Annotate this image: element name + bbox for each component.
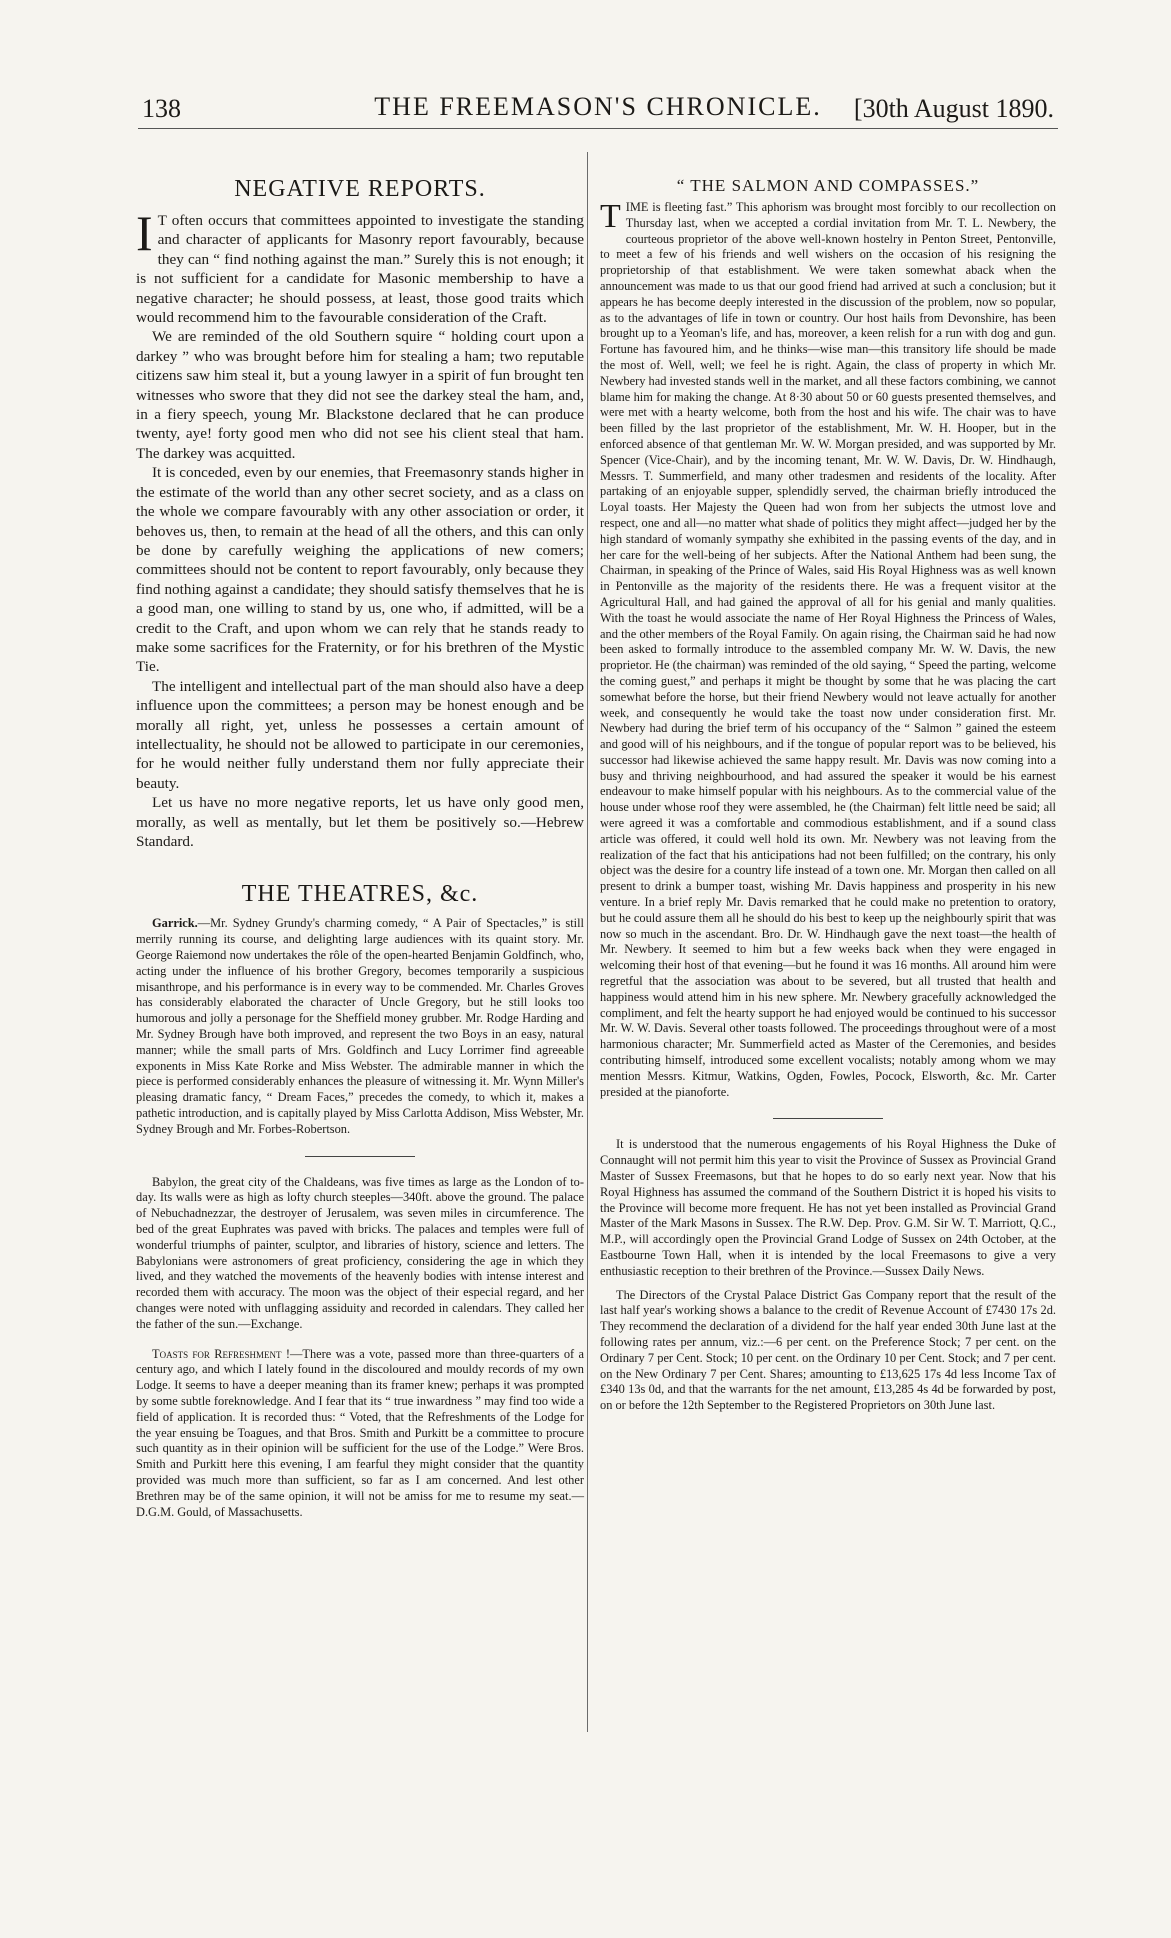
negative-reports-paragraph: The intelligent and intellectual part of the man should also have a deep influence upon the committees; a person may be honest enough and be morally all right, yet, unless he possesses a certain amount of intellectuality, he should not be allowed to participate in our ceremonies, for he would neither fully understand them nor fully appreciate their beauty. bbox=[136, 677, 584, 792]
toasts-lead: Toasts for Refreshment ! bbox=[152, 1346, 290, 1361]
babylon-paragraph: Babylon, the great city of the Chaldeans, was five times as large as the London of to-day. Its walls were as high as lofty church steeples—340ft. above the ground. The palace of Nebuchadnezzar, the destroyer of Jerusalem, was seven miles in circumference. The bed of the great Euphrates was paved with bricks. The palaces and temples were full of wonderful triumphs of painter, sculptor, and libraries of history, science and letters. The Babylonians were astronomers of great proficiency, considering the age in which they lived, and they watched the movements of the heavenly bodies with intense interest and recorded them with accuracy. The moon was the object of their especial regard, and her changes were noted with unflagging assiduity and recorded in calendars. They called her the father of the sun.—Exchange. bbox=[136, 1174, 584, 1331]
column-divider bbox=[587, 152, 588, 1732]
negative-reports-paragraph: It is conceded, even by our enemies, that Freemasonry stands higher in the estimate of the world than any other secret society, and as a class on the whole we compare favourably with any other association or order, it behoves us, then, to remain at the head of all the others, and this can only be done by carefully weighing the applications of new comers; committees should not be content to report favourably, only because they find nothing against a candidate; they should satisfy themselves that he is a good man, one willing to stand by us, one who, if admitted, will be a credit to the Craft, and upon whom we can rely that he stands ready to make some sacrifices for the Fraternity, or for his brethren of the Mystic Tie. bbox=[136, 464, 584, 676]
salmon-paragraph: TIME is fleeting fast.” This aphorism was brought most forcibly to our recollection on Thursday last, when we accepted a cordial invitation from Mr. T. L. Newbery, the courteous proprietor of the above well-known hostelry in Penton Street, Pentonville, to meet a few of his friends and well wishers on the occasion of his resigning the proprietorship of that establishment. We were taken somewhat aback when the announcement was made to us that our good friend had arrived at such a conclusion; but it appears he has become deeply interested in the discussion of the problem, now so popular, as to the advantages of life in town or country. Our host hails from Devonshire, has been brought up to a Yeoman's life, and has, moreover, a keen relish for a run with dog and gun. Fortune has favoured him, and he thinks—wise man—this transitory life should be made the most of. Well, well; we feel he is right. Again, the class of property in which Mr. Newbery had invested stands well in the market, and all these factors combining, we cannot blame him for making the change. At 8·30 about 50 or 60 guests presented themselves, and were met with a hearty welcome, both from the host and his wife. The chair was to have been filled by the last proprietor of the establishment, Mr. W. H. Hooper, but in the enforced absence of that gentleman Mr. W. W. Morgan presided, and was supported by Mr. Spencer (Vice-Chair), and by the incoming tenant, Mr. W. W. Davis, Dr. W. Hindhaugh, Messrs. T. Summerfield, and many other tradesmen and residents of the locality. After partaking of an enjoyable supper, splendidly served, the chairman briefly introduced the Loyal toasts. Her Majesty the Queen had won from her subjects the utmost love and respect, one and all—no matter what shade of politics they might affect—judged her by the high standard of womanly sympathy she exhibited in the passing events of the day, and in her care for the well-being of her subjects. After the National Anthem had been sung, the Chairman, in speaking of the Prince of Wales, said His Royal Highness was as well known in Pentonville as the majority of the residents there. He was a frequent visitor at the Agricultural Hall, and had gained the approval of all for his genial and manly qualities. With the toast he would associate the name of Her Royal Highness the Princess of Wales, and the other members of the Royal Family. On again rising, the Chairman said he had now been asked to formally introduce to the assembled company Mr. W. W. Davis, the new proprietor. He (the chairman) was reminded of the old saying, “ Speed the parting, welcome the coming guest,” and perhaps it might be thought by some that he was placing the cart somewhat before the horse, but their friend Newbery would not leave actually for another week, and consequently he would take the toast now under consideration first. Mr. Newbery had during the brief term of his occupancy of the “ Salmon ” gained the esteem and good will of his neighbours, and if the tongue of popular report was to be believed, his successor had likewise achieved the same happy result. Mr. Davis was now coming into a busy and thriving neighbourhood, and had assured the speaker it would be his earnest endeavour to make himself popular with his neighbours. As to the commercial value of the house under whose roof they were assembled, he (the Chairman) felt little need be said; all were agreed it was a comfortable and commodious establishment, and if a sound class article was offered, it could well hold its own. Mr. Newbery was not leaving from the realization of the fact that his anticipations had not been fulfilled; on the contrary, his only object was the desire for a country life instead of a town one. Mr. Morgan then called on all present to drink a bumper toast, wishing Mr. Davis happiness and prosperity in his new venture. In a brief reply Mr. Davis remarked that he could make no pretention to oratory, but he could assure them all he should do his best to keep up the neighbourly spirit that was now so much in the ascendant. Bro. Dr. W. Hindhaugh gave the next toast—the health of Mr. Newbery. It seemed to him but a few weeks back when they were engaged in welcoming their host of that evening—but he found it was 16 months. All around him were regretful that the association was about to be severed, but all trusted that health and happiness would attend him in his new sphere. Mr. Newbery gracefully acknowledged the compliment, and felt the hearty support he had enjoyed would be continued to his successor Mr. W. W. Davis. Several other toasts followed. The proceedings throughout were of a most harmonious character; Mr. Summerfield acted as Master of the Ceremonies, and besides contributing himself, introduced some excellent vocalists; notably among whom we may mention Messrs. Kitmur, Watkins, Ogden, Fowles, Pocock, Elsworth, &c. Mr. Carter presided at the pianoforte. bbox=[600, 198, 1056, 1099]
negative-reports-paragraph: We are reminded of the old Southern squire “ holding court upon a darkey ” who was brought before him for stealing a ham; two reputable citizens saw him steal it, but a young lawyer in a spirit of fun brought ten witnesses who swore that they did not see the darkey steal the ham, and, in a fiery speech, young Mr. Blackstone declared that he can produce twenty, aye! forty good men who did not see his client steal that ham. The darkey was acquitted. bbox=[136, 328, 584, 462]
connaught-paragraph: It is understood that the numerous engagements of his Royal Highness the Duke of Connaught will not permit him this year to visit the Province of Sussex as Provincial Grand Master of Sussex Freemasons, but that he hopes to do so early next year. Now that his Royal Highness has assumed the command of the Southern District it is hoped his visits to the Province will become more frequent. He has not yet been installed as Provincial Grand Master of the Mark Masons in Sussex. The R.W. Dep. Prov. G.M. Sir W. T. Marriott, Q.C., M.P., will accordingly open the Provincial Grand Lodge of Sussex on 24th October, at the Eastbourne Town Hall, when it is intended by the local Freemasons to give a very enthusiastic reception to their brethren of the Province.—Sussex Daily News. bbox=[600, 1137, 1056, 1278]
theatres-title: THE THEATRES, &c. bbox=[241, 881, 479, 908]
right-column bbox=[600, 176, 1056, 1414]
negative-reports-title: NEGATIVE REPORTS. bbox=[234, 176, 486, 202]
page-header bbox=[138, 92, 1058, 129]
negative-reports-paragraph: I T often occurs that committees appointed to investigate the standing and character of applicants for Masonry report favourably, because they can “ find nothing against the man.” Surely this is not enough; it is not sufficient for a candidate for Masonic membership to have a negative character; he should possess, at least, those good traits which would recommend him to the favourable consideration of the Craft. bbox=[136, 205, 584, 327]
theatres-paragraph: Garrick.—Mr. Sydney Grundy's charming comedy, “ A Pair of Spectacles,” is still merrily running its course, and delighting large audiences with its quaint story. Mr. George Raiemond now undertakes the rôle of the open-hearted Benjamin Goldfinch, who, acting under the influence of his brother Gregory, becomes temporarily a suspicious misanthrope, and his performance is in every way to be commended. Mr. Charles Groves has considerably elaborated the character of Uncle Gregory, but he still looks too humorous and jolly a personage for the Sheffield money grubber. Mr. Rodge Harding and Mr. Sydney Brough have both improved, and represent the two Boys in an easy, natural manner; while the small parts of Mrs. Goldfinch and Lucy Lorrimer find agreeable exponents in Miss Kate Rorke and Miss Webster. The admirable manner in which the piece is performed considerably enhances the pleasure of witnessing it. Mr. Wynn Miller's pleasing dramatic fancy, “ Dream Faces,” precedes the comedy, to which it, makes a pathetic introduction, and is capitally played by Miss Carlotta Addison, Miss Webster, Mr. Sydney Brough and Mr. Forbes-Robertson. bbox=[136, 916, 584, 1136]
section-rule bbox=[305, 1156, 415, 1157]
negative-reports-paragraph: Let us have no more negative reports, let us have only good men, morally, as well as mentally, but let them be positively so.—Hebrew Standard. bbox=[136, 794, 584, 850]
section-rule bbox=[773, 1118, 883, 1119]
gas-company-paragraph: The Directors of the Crystal Palace District Gas Company report that the result of the last half year's working shows a balance to the credit of Revenue Account of £7430 17s 2d. They recommend the declaration of a dividend for the half year ended 30th June last at the following rates per annum, viz.:—6 per cent. on the Preference Stock; 7 per cent. on the Ordinary 7 per Cent. Stock; 10 per cent. on the Ordinary 10 per Cent. Stock; and 7 per cent. on the New Ordinary 7 per Cent. Shares; amounting to £13,625 17s 4d less Income Tax of £340 13s 0d, and that the warrants for the net amount, £13,285 4s 4d be forwarded by post, on or before the 12th September to the Registered Proprietors on 30th June last. bbox=[600, 1287, 1056, 1413]
issue-date: [30th August 1890. bbox=[853, 94, 1054, 123]
salmon-title: “ THE SALMON AND COMPASSES.” bbox=[676, 176, 980, 195]
theatre-name: Garrick. bbox=[152, 916, 198, 931]
page-number: 138 bbox=[142, 94, 181, 123]
drop-cap: T bbox=[600, 198, 621, 235]
toasts-paragraph: Toasts for Refreshment !—There was a vote, passed more than three-quarters of a century ago, and which I lately found in the discoloured and mouldy records of my own Lodge. It seems to have a deeper meaning than its framer knew; perhaps it was prompted by some subtle foreknowledge. And I fear that its “ true inwardness ” may find too wide a field of application. It is recorded thus: “ Voted, that the Refreshments of the Lodge for the year ensuing be Toagues, and that Bros. Smith and Purkitt be a committee to procure such quantity as in their opinion will be sufficient for the use of the Lodge.” Were Bros. Smith and Purkitt here this evening, I am fearful they might consider that the quantity provided was much more than sufficient, so far as I am concerned. And lest other Brethren may be of the same opinion, it will not be amiss for me to resume my seat.—D.G.M. Gould, of Massachusetts. bbox=[136, 1346, 584, 1519]
drop-cap: I bbox=[136, 205, 153, 261]
left-column bbox=[136, 176, 584, 1520]
running-title: THE FREEMASON'S CHRONICLE. bbox=[374, 92, 822, 121]
